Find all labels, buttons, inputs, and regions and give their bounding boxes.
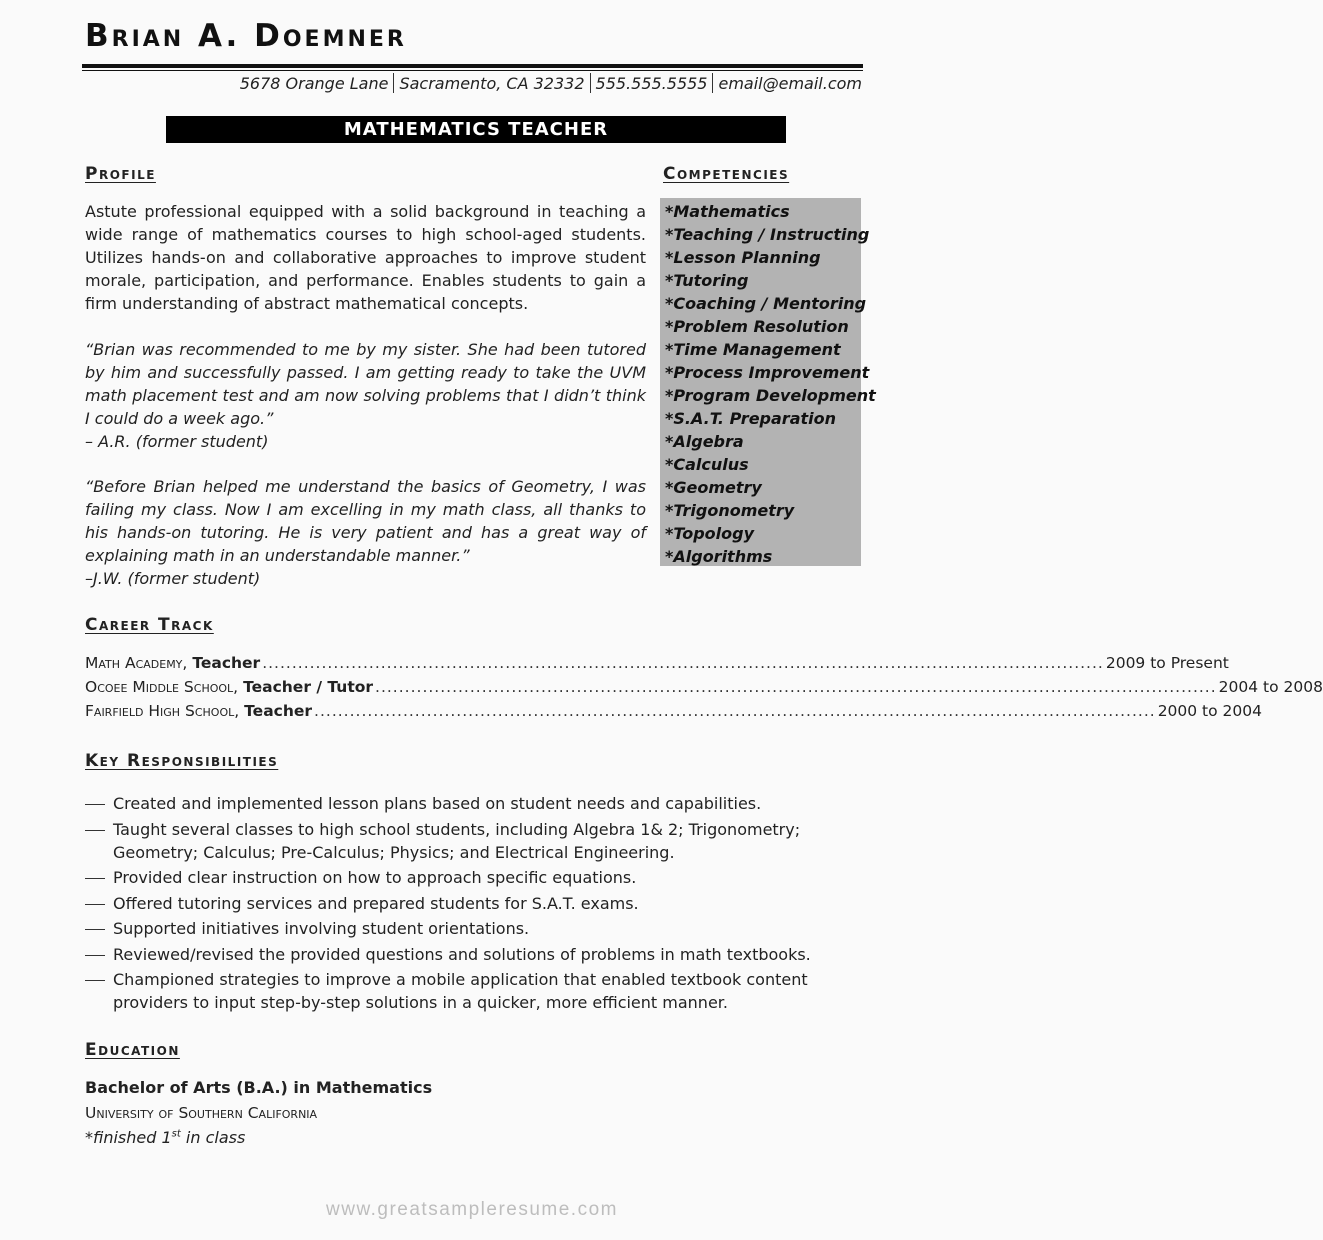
education-note-superscript: st <box>171 1128 181 1140</box>
responsibilities-heading: Key Responsibilities <box>85 751 279 771</box>
competency-item: *Program Development <box>665 386 876 405</box>
contact-divider <box>393 73 394 93</box>
education-heading: Education <box>85 1040 180 1060</box>
competencies-list <box>660 198 876 568</box>
responsibility-text: Reviewed/revised the provided questions and solutions of problems in math textbooks. <box>113 944 811 964</box>
career-employer: Ocoee Middle School, <box>85 678 239 696</box>
competency-item: *Mathematics <box>665 202 790 221</box>
contact-phone: 555.555.5555 <box>595 73 708 93</box>
responsibility-text: Taught several classes to high school students, including Algebra 1& 2; Trigonometry; Geometry; Calculus; Pre-Calculus; Physics; and Electrical Engineering. <box>113 819 801 862</box>
career-dates: 2004 to 2008 <box>1218 678 1323 696</box>
dash-bullet-icon <box>85 904 105 905</box>
career-row <box>85 678 1323 702</box>
dash-bullet-icon <box>85 878 105 879</box>
testimonial-author-1: – A.R. (former student) <box>85 432 269 451</box>
competency-item: *Process Improvement <box>665 363 870 382</box>
testimonial-quote-2: “Before Brian helped me understand the basics of Geometry, I was failing my class. Now I am excelling in my math class, all thanks to his hands-on tutoring. He is very patient and has a great way of explaining math in an understandable manner.” <box>85 477 646 565</box>
career-leader-dots: .............................................................................................................................................. <box>375 678 1217 696</box>
career-heading: Career Track <box>85 615 214 635</box>
education-degree: Bachelor of Arts (B.A.) in Mathematics <box>85 1078 433 1097</box>
contact-city: Sacramento, CA 32332 <box>399 73 585 93</box>
contact-divider <box>590 73 591 93</box>
dash-bullet-icon <box>85 804 105 805</box>
list-item <box>85 968 861 1014</box>
competency-item: *Problem Resolution <box>665 317 849 336</box>
career-leader-dots: .............................................................................................................................................. <box>314 702 1156 720</box>
dash-bullet-icon <box>85 830 105 831</box>
competency-item: *Time Management <box>665 340 841 359</box>
header-rule-thick <box>82 64 863 68</box>
contact-email: email@email.com <box>718 73 862 93</box>
profile-summary: Astute professional equipped with a solid background in teaching a wide range of mathematics courses to high school-aged students. Utilizes hands-on and collaborative approaches to improve student morale, participation, and performance. Enables students to gain a firm understanding of abstract mathematical concepts. <box>85 202 646 313</box>
list-item <box>85 943 861 966</box>
dash-bullet-icon <box>85 929 105 930</box>
applicant-name: Brian A. Doemner <box>85 18 407 54</box>
contact-address: 5678 Orange Lane <box>239 73 389 93</box>
dash-bullet-icon <box>85 955 105 956</box>
testimonial-author-2: –J.W. (former student) <box>85 569 261 588</box>
list-item <box>85 792 861 815</box>
responsibility-text: Supported initiatives involving student orientations. <box>113 919 530 938</box>
list-item <box>85 866 861 889</box>
career-employer: Math Academy, <box>85 654 188 672</box>
competencies-box <box>660 198 876 566</box>
profile-heading: Profile <box>85 164 156 184</box>
career-row <box>85 654 1229 678</box>
responsibility-text: Created and implemented lesson plans based on student needs and capabilities. <box>113 794 762 813</box>
testimonial-quote-1: “Brian was recommended to me by my sister. She had been tutored by him and successfully passed. I am getting ready to take the UVM math placement test and am now solving problems that I didn’t think I could do a week ago.” <box>85 340 646 428</box>
watermark: www.greatsampleresume.com <box>326 1199 618 1220</box>
competency-item: *Algebra <box>665 432 744 451</box>
career-employer: Fairfield High School, <box>85 702 240 720</box>
responsibility-text: Offered tutoring services and prepared students for S.A.T. exams. <box>113 893 639 913</box>
responsibility-text: Championed strategies to improve a mobile application that enabled textbook content providers to input step-by-step solutions in a quicker, more efficient manner. <box>113 970 808 1012</box>
education-note <box>85 1128 245 1147</box>
competency-item: *Algorithms <box>665 547 773 566</box>
dash-bullet-icon <box>85 980 105 981</box>
competency-item: *Geometry <box>665 478 762 497</box>
contact-line <box>240 73 862 93</box>
competency-item: *Topology <box>665 524 755 543</box>
list-item <box>85 818 861 864</box>
career-role: Teacher <box>244 702 313 720</box>
header-rule-thin <box>82 70 863 71</box>
responsibility-text: Provided clear instruction on how to approach specific equations. <box>113 868 637 887</box>
list-item <box>85 892 861 915</box>
career-row <box>85 702 1262 726</box>
competency-item: *Teaching / Instructing <box>665 225 870 244</box>
career-leader-dots: .............................................................................................................................................. <box>262 654 1104 672</box>
career-dates: 2000 to 2004 <box>1157 702 1262 720</box>
competencies-heading: Competencies <box>663 164 790 184</box>
competency-item: *Trigonometry <box>665 501 795 520</box>
list-item <box>85 917 861 940</box>
competency-item: *Tutoring <box>665 271 749 290</box>
competency-item: *Calculus <box>665 455 749 474</box>
career-dates: 2009 to Present <box>1105 654 1229 672</box>
competency-item: *S.A.T. Preparation <box>665 409 836 428</box>
career-role: Teacher <box>192 654 261 672</box>
job-title-banner: MATHEMATICS TEACHER <box>166 116 786 143</box>
competency-item: *Coaching / Mentoring <box>665 294 867 313</box>
education-school: University of Southern California <box>85 1104 318 1122</box>
education-note-prefix: *finished 1 <box>85 1128 172 1147</box>
career-role: Teacher / Tutor <box>243 678 374 696</box>
competency-item: *Lesson Planning <box>665 248 821 267</box>
contact-divider <box>712 73 713 93</box>
responsibilities-list <box>85 792 861 1017</box>
education-note-suffix: in class <box>180 1128 246 1147</box>
